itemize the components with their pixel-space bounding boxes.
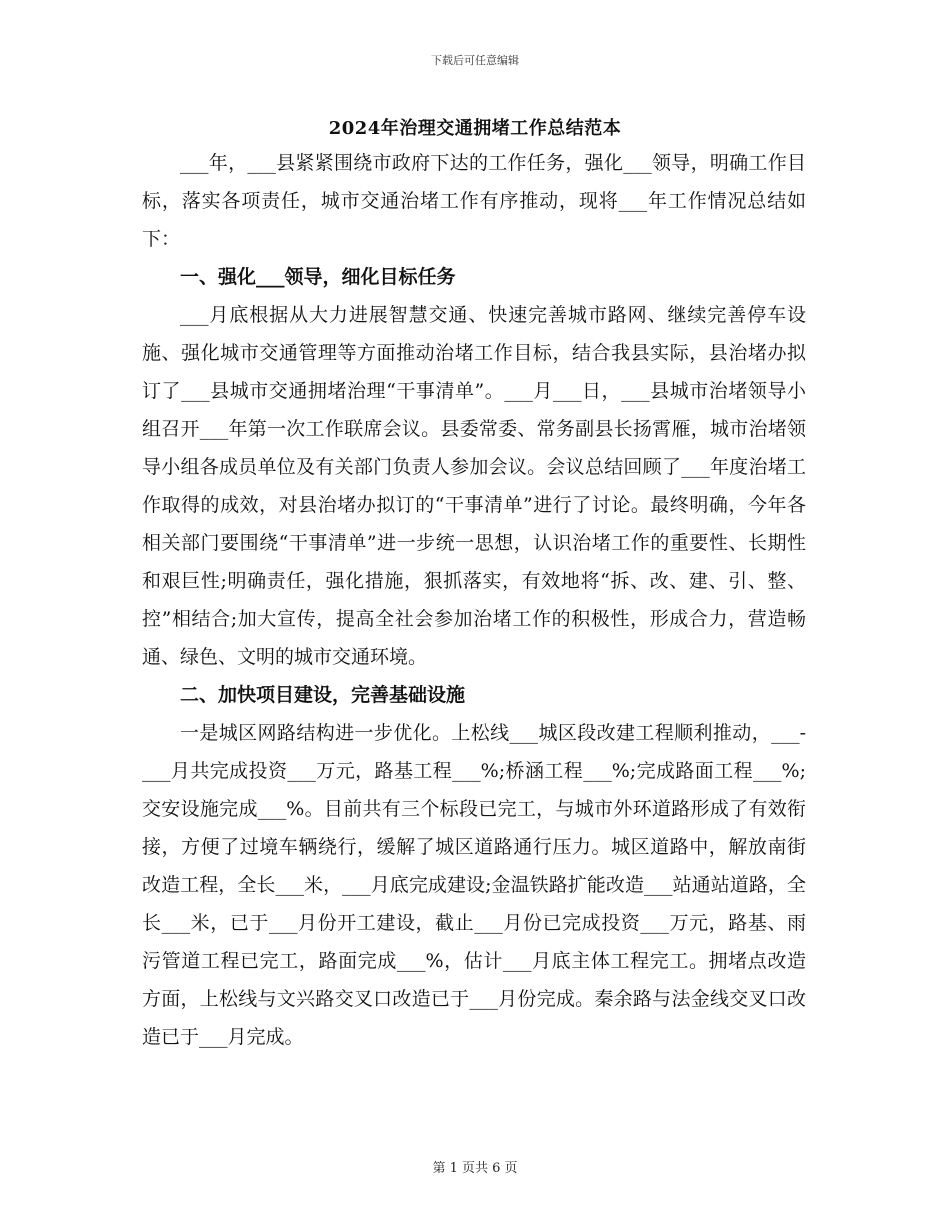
page-footer: 第 1 页共 6 页 (432, 1161, 518, 1176)
section-heading-2: 二、加快项目建设，完善基础设施 (180, 684, 466, 706)
document-body (142, 144, 806, 1056)
page-header-note: 下载后可任意编辑 (431, 54, 519, 67)
intro-paragraph: ___年，___县紧紧围绕市政府下达的工作任务，强化___领导，明确工作目标，落实各项责任，城市交通治堵工作有序推动，现将___年工作情况总结如下： (142, 152, 806, 250)
section-2-paragraph: 一是城区网路结构进一步优化。上松线___城区段改建工程顺利推动，___-___月共完成投资___万元，路基工程___%;桥涵工程___%;完成路面工程___%;交安设施完成___%。目前共有三个标段已完工，与城市外环道路形成了有效衔接，方便了过境车辆绕行，缓解了城区道路通行压力。城区道路中，解放南街改造工程，全长___米，___月底完成建设;金温铁路扩能改造___站通站道路，全长___米，已于___月份开工建设，截止___月份已完成投资___万元，路基、雨污管道工程已完工，路面完成___%，估计___月底主体工程完工。拥堵点改造方面，上松线与文兴路交叉口改造已于___月份完成。秦余路与法金线交叉口改造已于___月完成。 (142, 722, 806, 1048)
section-heading-1: 一、强化___领导，细化目标任务 (180, 266, 456, 288)
document-title: 2024年治理交通拥堵工作总结范本 (328, 118, 622, 139)
section-1-paragraph: ___月底根据从大力进展智慧交通、快速完善城市路网、继续完善停车设施、强化城市交通管理等方面推动治堵工作目标，结合我县实际，县治堵办拟订了___县城市交通拥堵治理“干事清单”。___月___日，___县城市治堵领导小组召开___年第一次工作联席会议。县委常委、常务副县长扬霄雁，城市治堵领导小组各成员单位及有关部门负责人参加会议。会议总结回顾了___年度治堵工作取得的成效，对县治堵办拟订的“干事清单”进行了讨论。最终明确，今年各相关部门要围绕“干事清单”进一步统一思想，认识治堵工作的重要性、长期性和艰巨性;明确责任，强化措施，狠抓落实，有效地将“拆、改、建、引、整、控”相结合;加大宣传，提高全社会参加治堵工作的积极性，形成合力，营造畅通、绿色、文明的城市交通环境。 (142, 304, 806, 668)
